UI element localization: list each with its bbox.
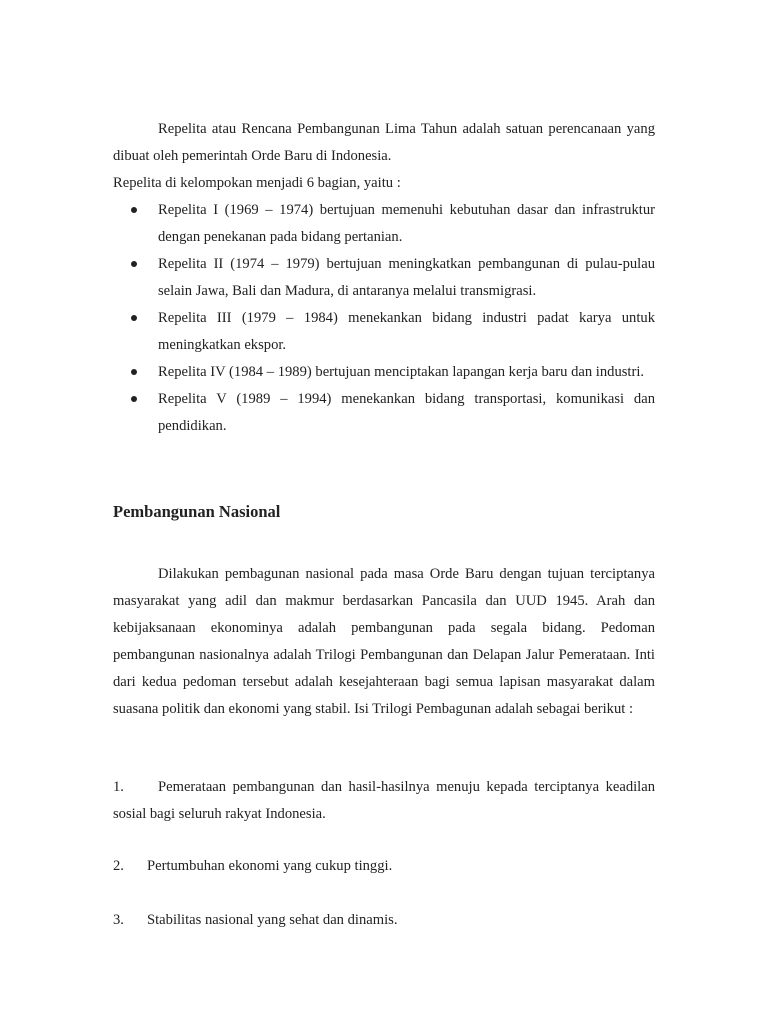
repelita-list (113, 197, 655, 440)
intro-paragraph: Repelita atau Rencana Pembangunan Lima Tahun adalah satuan perencanaan yang dibuat oleh pemerintah Orde Baru di Indonesia. (113, 121, 655, 164)
list-item (113, 197, 655, 251)
section-body (113, 561, 655, 723)
bullet-icon (131, 261, 137, 267)
item-number: 2. (113, 858, 124, 874)
list-item (113, 305, 655, 359)
list-item-text: Repelita III (1979 – 1984) menekankan bidang industri padat karya untuk meningkatkan ekspor. (158, 310, 655, 353)
list-item (113, 251, 655, 305)
trilogi-item-2 (113, 853, 655, 880)
list-item-text: Repelita IV (1984 – 1989) bertujuan menciptakan lapangan kerja baru dan industri. (158, 364, 645, 380)
document-page (113, 116, 655, 928)
trilogi-item-1 (113, 774, 655, 828)
intro-list-lead: Repelita di kelompokan menjadi 6 bagian, yaitu : (113, 175, 401, 191)
bullet-icon (131, 369, 137, 375)
item-text: Pemerataan pembangunan dan hasil-hasilnya menuju kepada terciptanya keadilan sosial bagi seluruh rakyat Indonesia. (113, 779, 655, 822)
list-item-text: Repelita I (1969 – 1974) bertujuan memenuhi kebutuhan dasar dan infrastruktur dengan penekanan pada bidang pertanian. (158, 202, 655, 245)
item-text: Pertumbuhan ekonomi yang cukup tinggi. (147, 858, 393, 874)
bullet-icon (131, 315, 137, 321)
list-item-text: Repelita II (1974 – 1979) bertujuan meningkatkan pembangunan di pulau-pulau selain Jawa, Bali dan Madura, di antaranya melalui transmigrasi. (158, 256, 655, 299)
section-heading: Pembangunan Nasional (113, 502, 281, 521)
list-item (113, 359, 655, 386)
section-paragraph: Dilakukan pembagunan nasional pada masa Orde Baru dengan tujuan terciptanya masyarakat yang adil dan makmur berdasarkan Pancasila dan UUD 1945. Arah dan kebijaksanaan ekonominya adalah pembangunan pada segala bidang. Pedoman pembangunan nasionalnya adalah Trilogi Pembangunan dan Delapan Jalur Pemerataan. Inti dari kedua pedoman tersebut adalah kesejahteraan bagi semua lapisan masyarakat dalam suasana politik dan ekonomi yang stabil. Isi Trilogi Pembagunan adalah sebagai berikut : (113, 566, 655, 717)
item-number: 3. (113, 912, 124, 928)
item-text: Stabilitas nasional yang sehat dan dinamis. (147, 912, 398, 928)
list-item-text: Repelita V (1989 – 1994) menekankan bidang transportasi, komunikasi dan pendidikan. (158, 391, 655, 434)
bullet-icon (131, 207, 137, 213)
bullet-icon (131, 396, 137, 402)
list-item (113, 386, 655, 440)
trilogi-item-3 (113, 907, 655, 934)
item-number: 1. (113, 779, 124, 795)
